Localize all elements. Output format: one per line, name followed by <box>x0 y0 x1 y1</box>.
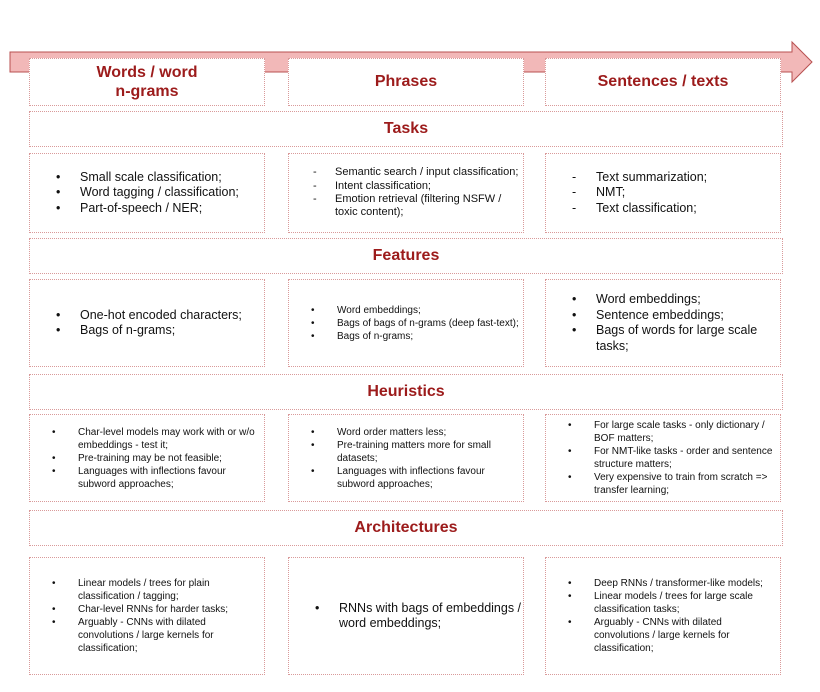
list-item <box>546 590 780 616</box>
bullet-marker: • <box>568 420 572 431</box>
list-item <box>30 577 264 603</box>
list-item-text: Intent classification; <box>335 179 431 192</box>
list-item-text: Arguably - CNNs with dilated convolutions / large kernels for classification; <box>594 617 730 654</box>
cell-heuristics-words <box>29 414 265 502</box>
list-item <box>30 323 264 339</box>
bullet-marker: • <box>56 200 61 215</box>
bullet-marker: • <box>311 465 315 477</box>
list-item <box>30 201 264 217</box>
list-item <box>289 330 523 343</box>
cell-features-sentences <box>545 279 781 367</box>
bullet-marker: - <box>572 169 577 184</box>
bullet-marker: • <box>56 169 61 184</box>
section-title-tasks <box>29 111 783 147</box>
list-item-text: RNNs with bags of embeddings / word embeddings; <box>339 600 522 630</box>
list-item-text: Pre-training matters more for small datasets; <box>337 439 491 464</box>
list-item <box>289 317 523 330</box>
list-item-text: Semantic search / input classification; <box>335 166 519 179</box>
bullet-marker: - <box>313 166 317 179</box>
list-item-text: Emotion retrieval (filtering NSFW / toxic content); <box>335 193 502 219</box>
list-item <box>546 419 780 445</box>
list-item <box>546 292 780 308</box>
bullet-marker: • <box>311 317 315 329</box>
bullet-marker: • <box>572 323 577 337</box>
item-list <box>546 292 780 354</box>
item-list <box>546 577 780 655</box>
section-title-label: Tasks <box>383 120 429 137</box>
bullet-marker: • <box>572 292 577 306</box>
list-item-text: Very expensive to train from scratch => transfer learning; <box>594 472 768 496</box>
list-item <box>289 180 523 193</box>
list-item-text: Char-level RNNs for harder tasks; <box>78 604 229 615</box>
bullet-marker: • <box>568 446 572 457</box>
list-item <box>289 166 523 179</box>
bullet-marker: • <box>52 452 56 464</box>
column-header-label: Sentences / texts <box>597 73 729 91</box>
list-item <box>546 445 780 471</box>
bullet-marker: • <box>52 617 56 628</box>
bullet-marker: - <box>313 193 317 205</box>
list-item <box>546 471 780 497</box>
item-list <box>30 426 264 491</box>
list-item-text: For NMT-like tasks - order and sentence structure matters; <box>594 446 773 470</box>
cell-architectures-phrases <box>288 557 524 675</box>
list-item-text: For large scale tasks - only dictionary / BOF matters; <box>594 420 765 444</box>
list-item <box>546 308 780 324</box>
list-item <box>30 185 264 201</box>
list-item-text: Word embeddings; <box>596 292 701 306</box>
list-item <box>289 465 523 491</box>
cell-tasks-words <box>29 153 265 233</box>
item-list <box>30 170 264 217</box>
list-item-text: Bags of n-grams; <box>80 323 176 337</box>
list-item-text: Bags of bags of n-grams (deep fast-text); <box>337 317 519 329</box>
list-item-text: Pre-training may be not feasible; <box>78 452 222 464</box>
bullet-marker: • <box>311 330 315 342</box>
bullet-marker: • <box>52 604 56 615</box>
list-item <box>30 603 264 616</box>
list-item <box>546 201 780 217</box>
list-item-text: Linear models / trees for large scale classification tasks; <box>594 591 753 615</box>
cell-features-words <box>29 279 265 367</box>
list-item <box>30 616 264 655</box>
column-header-words <box>29 58 265 106</box>
section-title-label: Heuristics <box>367 383 445 400</box>
list-item <box>289 601 523 632</box>
list-item-text: Text summarization; <box>596 169 708 184</box>
bullet-marker: • <box>52 426 56 438</box>
bullet-marker: • <box>52 578 56 589</box>
list-item-text: One-hot encoded characters; <box>80 307 242 322</box>
bullet-marker: • <box>56 307 61 322</box>
item-list <box>546 419 780 497</box>
section-title-heuristics <box>29 374 783 410</box>
list-item-text: Languages with inflections favour subword approaches; <box>337 465 485 490</box>
bullet-marker: • <box>311 426 315 438</box>
bullet-marker: - <box>572 200 577 215</box>
list-item-text: Word tagging / classification; <box>80 185 239 200</box>
item-list <box>30 308 264 339</box>
list-item <box>30 308 264 324</box>
bullet-marker: • <box>568 591 572 602</box>
item-list <box>289 166 523 220</box>
list-item <box>289 304 523 317</box>
item-list <box>289 426 523 491</box>
item-list <box>30 577 264 655</box>
item-list <box>546 170 780 217</box>
list-item <box>546 170 780 186</box>
list-item <box>30 465 264 491</box>
column-header-label: Words / word n-grams <box>96 63 198 100</box>
list-item <box>546 616 780 655</box>
cell-architectures-sentences <box>545 557 781 675</box>
list-item <box>30 452 264 465</box>
bullet-marker: • <box>572 307 577 322</box>
bullet-marker: • <box>568 472 572 483</box>
list-item <box>546 185 780 201</box>
bullet-marker: • <box>52 465 56 477</box>
list-item <box>289 426 523 439</box>
list-item <box>546 323 780 354</box>
list-item-text: Sentence embeddings; <box>596 307 724 322</box>
list-item <box>289 193 523 220</box>
cell-heuristics-phrases <box>288 414 524 502</box>
list-item-text: Arguably - CNNs with dilated convolutions / large kernels for classification; <box>78 617 214 654</box>
list-item <box>30 170 264 186</box>
section-title-label: Architectures <box>354 519 458 536</box>
list-item-text: Deep RNNs / transformer-like models; <box>594 578 763 589</box>
cell-heuristics-sentences <box>545 414 781 502</box>
list-item-text: Small scale classification; <box>80 169 222 184</box>
column-header-sentences <box>545 58 781 106</box>
bullet-marker: • <box>568 578 572 589</box>
bullet-marker: - <box>313 179 317 192</box>
section-title-architectures <box>29 510 783 546</box>
list-item <box>30 426 264 452</box>
bullet-marker: • <box>311 304 315 316</box>
cell-tasks-sentences <box>545 153 781 233</box>
bullet-marker: • <box>311 439 315 451</box>
list-item-text: Text classification; <box>596 200 697 215</box>
bullet-marker: • <box>56 185 61 200</box>
cell-features-phrases <box>288 279 524 367</box>
bullet-marker: • <box>315 600 320 615</box>
list-item-text: Bags of n-grams; <box>337 330 414 342</box>
bullet-marker: • <box>568 617 572 628</box>
list-item-text: Word embeddings; <box>337 304 421 316</box>
item-list <box>289 304 523 343</box>
list-item-text: Languages with inflections favour subword approaches; <box>78 465 226 490</box>
item-list <box>289 601 523 632</box>
cell-tasks-phrases <box>288 153 524 233</box>
list-item-text: Word order matters less; <box>337 426 447 438</box>
list-item-text: Linear models / trees for plain classification / tagging; <box>78 578 210 602</box>
section-title-label: Features <box>372 247 440 264</box>
bullet-marker: • <box>56 323 61 337</box>
column-header-label: Phrases <box>374 73 438 91</box>
list-item-text: Char-level models may work with or w/o embeddings - test it; <box>78 426 255 451</box>
section-title-features <box>29 238 783 274</box>
column-header-phrases <box>288 58 524 106</box>
list-item <box>289 439 523 465</box>
list-item-text: NMT; <box>596 185 626 200</box>
cell-architectures-words <box>29 557 265 675</box>
list-item-text: Part-of-speech / NER; <box>80 200 203 215</box>
bullet-marker: - <box>572 185 577 200</box>
list-item-text: Bags of words for large scale tasks; <box>596 323 758 353</box>
list-item <box>546 577 780 590</box>
